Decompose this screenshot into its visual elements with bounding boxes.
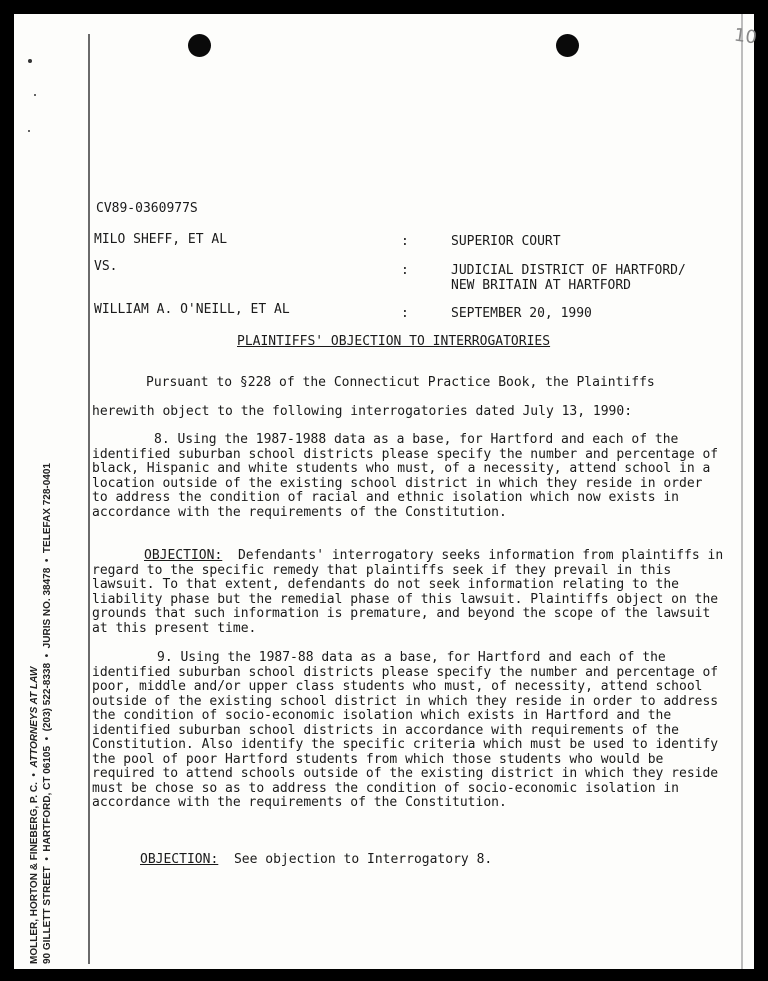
intro-line-2: herewith object to the following interrogatories dated July 13, 1990: — [92, 404, 633, 419]
intro-line-1: Pursuant to §228 of the Connecticut Practice Book, the Plaintiffs — [146, 375, 655, 390]
caption-colon: : — [401, 263, 409, 278]
left-margin-rule — [88, 34, 90, 964]
versus: VS. — [94, 259, 118, 274]
law-firm-sidebar — [28, 463, 54, 964]
objection-label: OBJECTION: — [144, 548, 223, 563]
interrogatory-9: 9. Using the 1987-88 data as a base, for Hartford and each of the identified suburban school districts please specify the number and percentage of poor, middle and/or upper class students who must, of necessity, attend school outside of the existing school district in which they reside in order to address the condition of socio-economic isolation which exists in Hartford and the identified suburban school districts in accordance with requirements of the Constitution. Also identify the specific criteria which must be used to identify the pool of poor Hartford students from which those students who would be required to attend schools outside of the existing district in which they reside must be chose so as to address the condition of socio-economic isolation in accordance with the requirements of the Constitution. — [92, 650, 719, 810]
objection-8-text: Defendants' interrogatory seeks information from plaintiffs in regard to the specific remedy that plaintiffs seek if they prevail in this lawsuit. To that extent, defendants do not seek information relating to the liability phase but the remedial phase of this lawsuit. Plaintiffs object on the grounds that such information is premature, and beyond the scope of the lawsuit at this present time. — [92, 548, 724, 636]
defendant-name: WILLIAM A. O'NEILL, ET AL — [94, 302, 290, 317]
objection-8 — [92, 549, 724, 636]
scan-speck — [28, 130, 30, 132]
docket-number: CV89-0360977S — [96, 201, 198, 216]
objection-9-text: See objection to Interrogatory 8. — [233, 852, 493, 867]
objection-9 — [140, 852, 492, 867]
firm-name-line: MOLLER, HORTON & FINEBERG, P. C. • ATTORNEYS AT LAW — [29, 666, 40, 964]
objection-label: OBJECTION: — [140, 852, 219, 867]
filing-date: SEPTEMBER 20, 1990 — [451, 306, 592, 321]
interrogatory-8: 8. Using the 1987-1988 data as a base, for Hartford and each of the identified suburban school districts please specify the number and percentage of black, Hispanic and white students who must, of a necessity, attend school in a location outside of the existing school district in which they reside in order to address the condition of racial and ethnic isolation which now exists in accordance with the requirements of the Constitution. — [92, 432, 719, 520]
scan-speck — [34, 94, 36, 96]
plaintiff-name: MILO SHEFF, ET AL — [94, 232, 228, 247]
right-edge-rule — [741, 14, 743, 969]
caption-colon: : — [401, 306, 409, 321]
punch-hole-right — [556, 34, 579, 57]
court-name: SUPERIOR COURT — [451, 234, 561, 249]
punch-hole-left — [188, 34, 211, 57]
document-title: PLAINTIFFS' OBJECTION TO INTERROGATORIES — [237, 334, 551, 349]
handwritten-page-number: 10 — [732, 24, 759, 49]
firm-address-line: 90 GILLETT STREET • HARTFORD, CT 06105 • (203) 522-8338 • JURIS NO. 38478 • TELEFAX 728-0401 — [42, 463, 53, 964]
district-line-1: JUDICIAL DISTRICT OF HARTFORD/ — [451, 263, 686, 278]
scan-speck — [28, 59, 32, 63]
document-page — [14, 14, 759, 969]
caption-colon: : — [401, 234, 409, 249]
district-line-2: NEW BRITAIN AT HARTFORD — [451, 278, 632, 293]
